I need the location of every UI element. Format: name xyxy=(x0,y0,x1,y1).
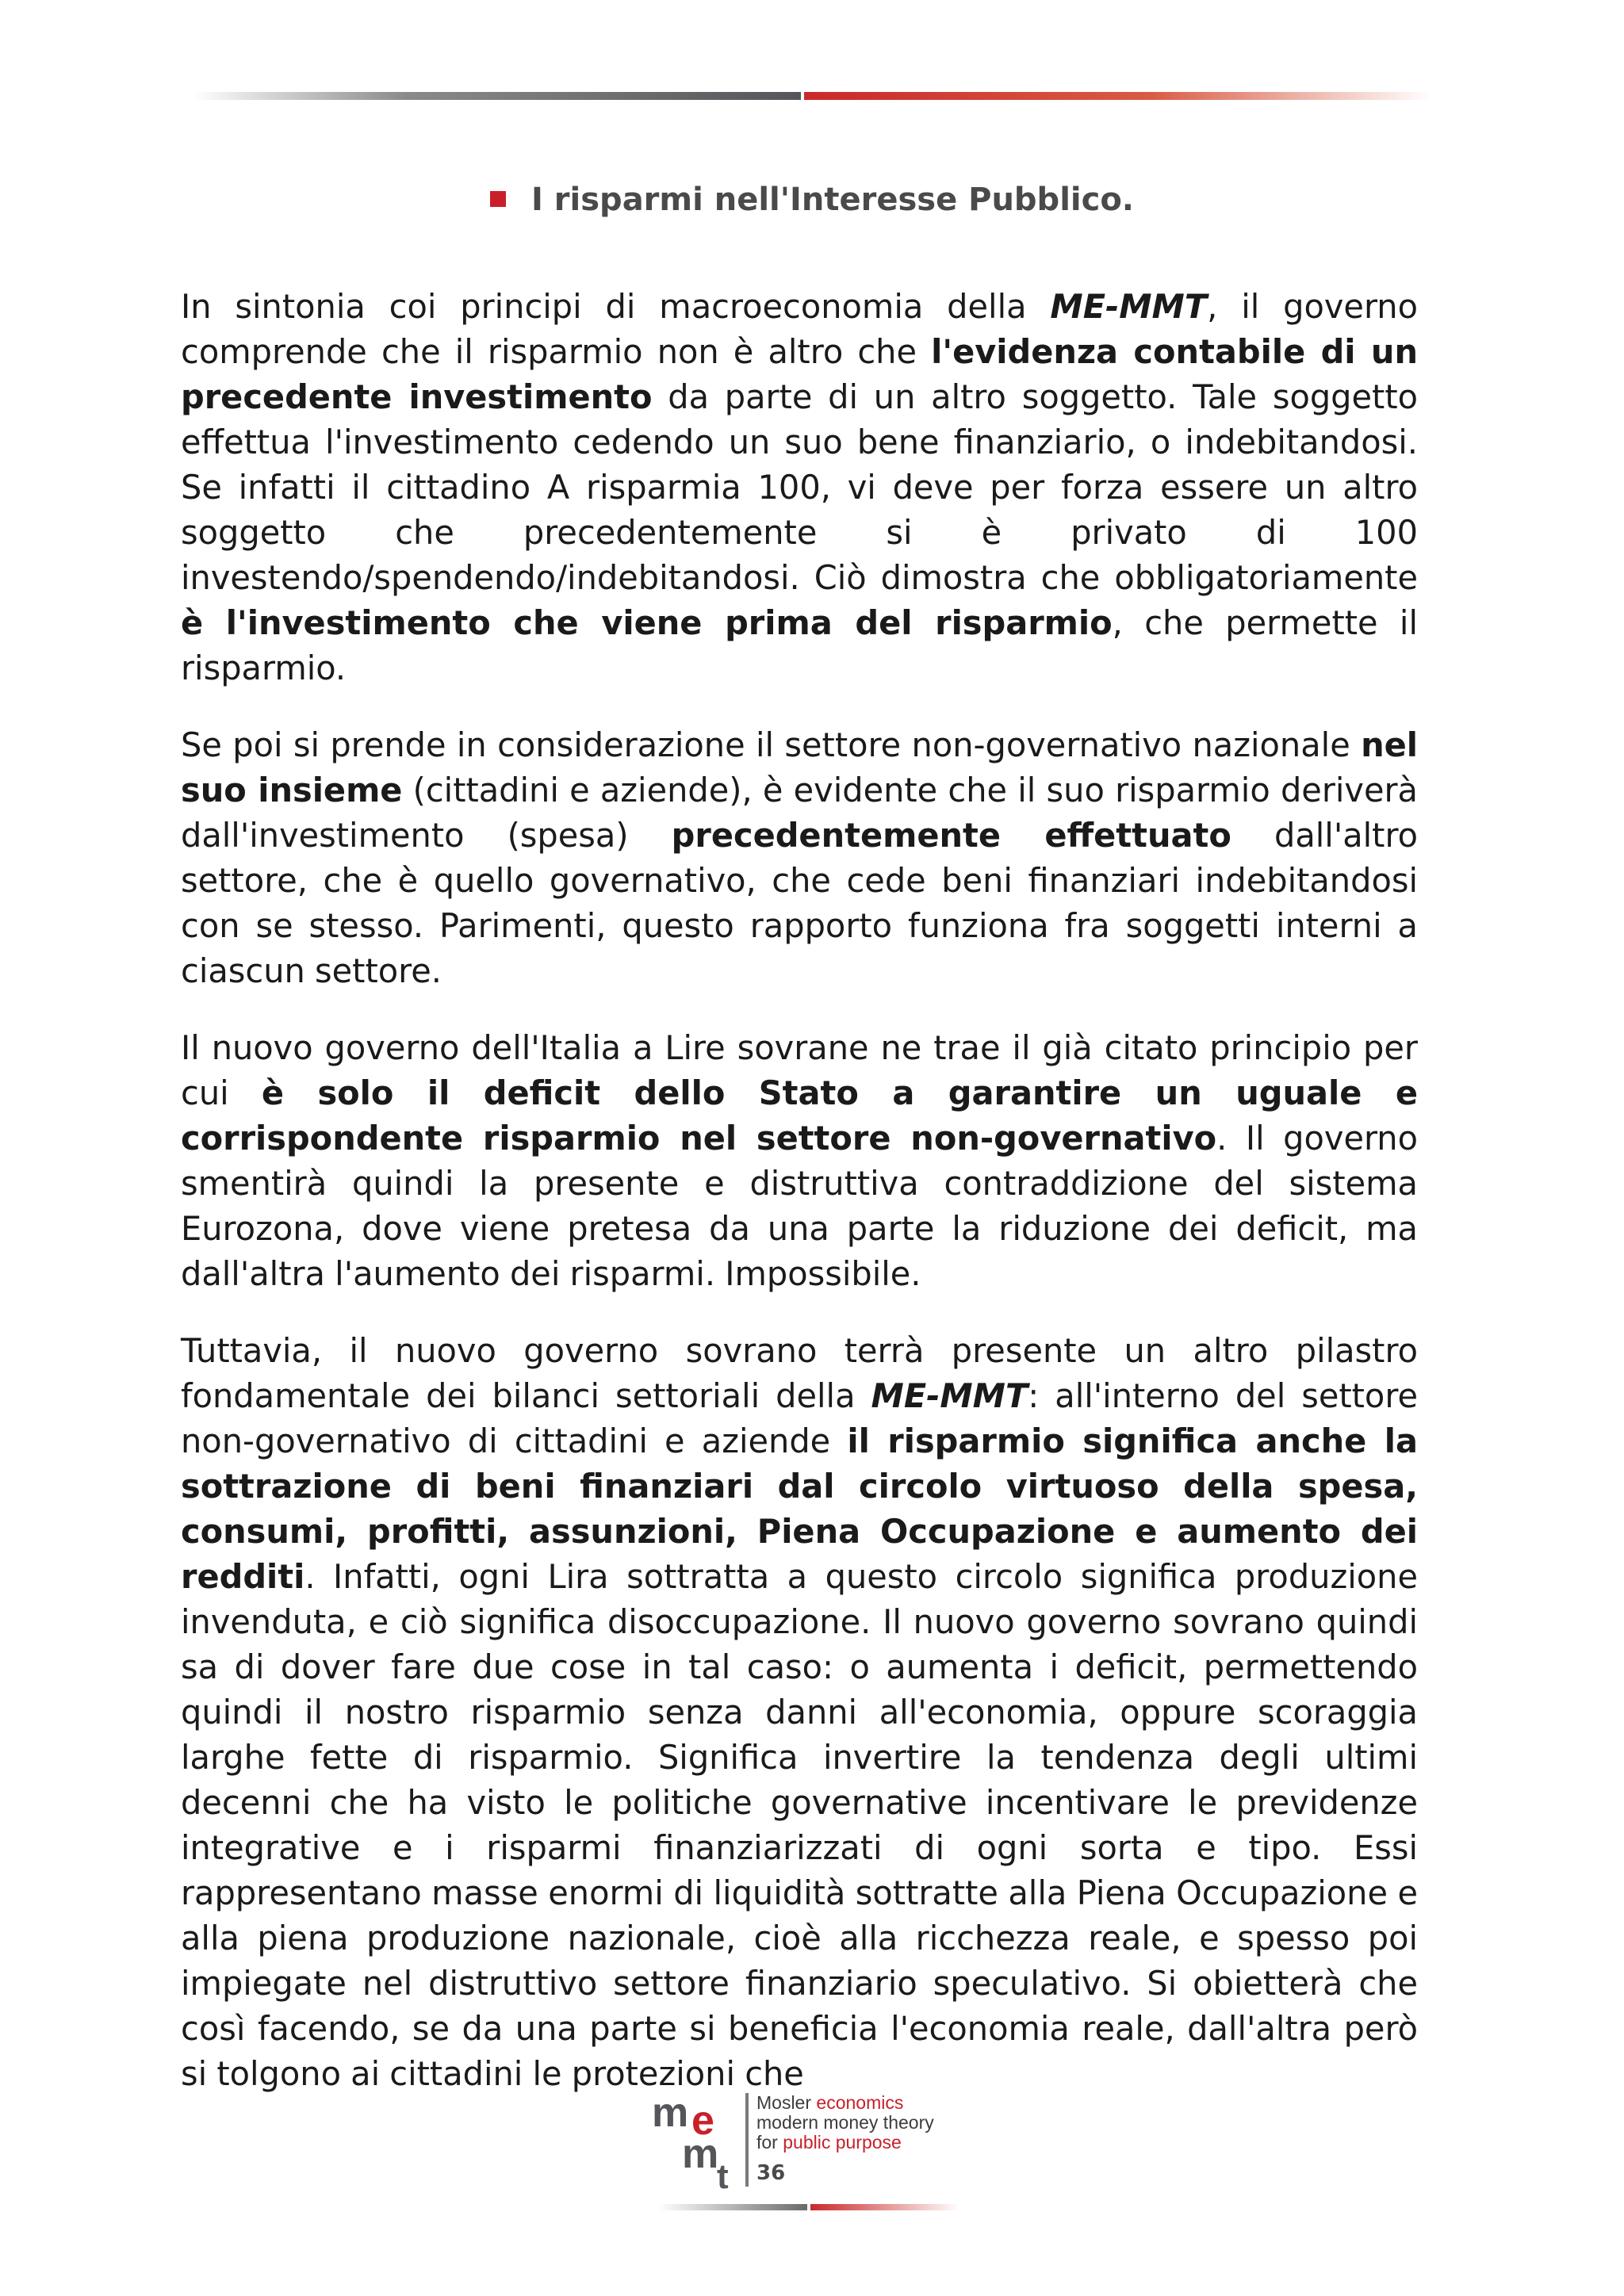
header-rule xyxy=(193,92,1431,100)
section-heading-text: I risparmi nell'Interesse Pubblico. xyxy=(531,182,1134,218)
tagline-line-1: Mosler economics xyxy=(756,2092,904,2113)
body-text xyxy=(181,284,1418,2128)
acronym-me-mmt: ME-MMT xyxy=(1050,287,1208,326)
footer-rule xyxy=(658,2204,959,2210)
paragraph-1-bold-1: l'evidenza contabile di un precedente investimento xyxy=(181,332,1419,416)
paragraph-1-bold-2: è l'investimento che viene prima del risparmio xyxy=(181,603,1113,642)
svg-text:t: t xyxy=(717,2157,729,2193)
paragraph-4-text-1: Tuttavia, il nuovo governo sovrano terrà presente un altro pilastro fondamentale dei bilanci settoriali della xyxy=(181,1331,1418,1415)
paragraph-1-text-3: da parte di un altro soggetto. Tale soggetto effettua l'investimento cedendo un suo bene finanziario, o indebitandosi. Se infatti il cittadino A risparmia 100, vi deve per forza essere un altro soggetto che precedentemente si è privato di 100 investendo/spendendo/indebitandosi. Ciò dimostra che obbligatoriamente xyxy=(181,377,1418,597)
logo-divider xyxy=(745,2093,749,2187)
logo-tagline xyxy=(756,2093,934,2152)
paragraph-1-text-2: , il governo comprende che il risparmio non è altro che xyxy=(181,287,1418,371)
paragraph-3-text-2: . Il governo smentirà quindi la presente e distruttiva contraddizione del sistema Eurozona, dove viene pretesa da una parte la riduzione dei deficit, ma dall'altra l'aumento dei risparmi. Impossibile. xyxy=(181,1119,1418,1293)
paragraph-2-bold-1: nel suo insieme xyxy=(181,725,1418,809)
header-rule-gray xyxy=(193,92,801,100)
paragraph-4-text-2: : all'interno del settore non-governativo di cittadini e aziende xyxy=(181,1376,1419,1460)
paragraph-2-text-3: dall'altro settore, che è quello governativo, che cede beni finanziari indebitandosi con se stesso. Parimenti, questo rapporto funziona fra soggetti interni a ciascun settore. xyxy=(181,816,1418,990)
tagline-line-2: modern money theory xyxy=(756,2112,934,2133)
footer-rule-red xyxy=(810,2204,959,2210)
square-bullet-icon xyxy=(490,191,506,207)
paragraph-1-text-4: , che permette il risparmio. xyxy=(181,603,1418,687)
paragraph-4-bold-1: il risparmio significa anche la sottrazione di beni finanziari dal circolo virtuoso della spesa, consumi, profitti, assunzioni, Piena Occupazione e aumento dei redditi xyxy=(181,1422,1418,1596)
paragraph-2-bold-2: precedentemente effettuato xyxy=(671,816,1231,855)
memt-logo-icon xyxy=(650,2090,741,2193)
header-rule-red xyxy=(804,92,1431,100)
paragraph-3-bold-1: è solo il deficit dello Stato a garantire un uguale e corrispondente risparmio nel settore non-governativo xyxy=(181,1073,1418,1158)
svg-text:m: m xyxy=(682,2131,719,2177)
paragraph-2-text-2: (cittadini e aziende), è evidente che il suo risparmio deriverà dall'investimento (spesa) xyxy=(181,771,1418,855)
paragraph-1 xyxy=(181,284,1418,691)
paragraph-4-text-3: . Infatti, ogni Lira sottratta a questo circolo significa produzione invenduta, e ciò significa disoccupazione. Il nuovo governo sovrano quindi sa di dover fare due cose in tal caso: o aumenta i deficit, permettendo quindi il nostro risparmio senza danni all'economia, oppure scoraggia larghe fette di risparmio. Significa invertire la tendenza degli ultimi decenni che ha visto le politiche governative incentivare le previdenze integrative e i risparmi finanziarizzati di ogni sorta e tipo. Essi rappresentano masse enormi di liquidità sottratte alla Piena Occupazione e alla piena produzione nazionale, cioè alla ricchezza reale, e spesso poi impiegate nel distruttivo settore finanziario speculativo. Si obietterà che così facendo, se da una parte si beneficia l'economia reale, dall'altra però si tolgono ai cittadini le protezioni che xyxy=(181,1557,1418,2093)
paragraph-2-text-1: Se poi si prende in considerazione il settore non-governativo nazionale xyxy=(181,725,1362,764)
paragraph-3 xyxy=(181,1025,1418,1296)
page-number: 36 xyxy=(756,2161,786,2185)
paragraph-2 xyxy=(181,722,1418,993)
footer-logo xyxy=(650,2090,999,2193)
paragraph-4 xyxy=(181,1328,1418,2096)
section-heading xyxy=(0,176,1624,224)
acronym-me-mmt: ME-MMT xyxy=(871,1376,1028,1415)
paragraph-3-text-1: Il nuovo governo dell'Italia a Lire sovrane ne trae il già citato principio per cui xyxy=(181,1028,1418,1112)
tagline-line-3: for public purpose xyxy=(756,2132,902,2152)
footer-rule-gray xyxy=(658,2204,807,2210)
svg-text:e: e xyxy=(691,2098,714,2144)
paragraph-1-text-1: In sintonia coi principi di macroeconomia della xyxy=(181,287,1051,326)
svg-text:m: m xyxy=(652,2090,689,2136)
